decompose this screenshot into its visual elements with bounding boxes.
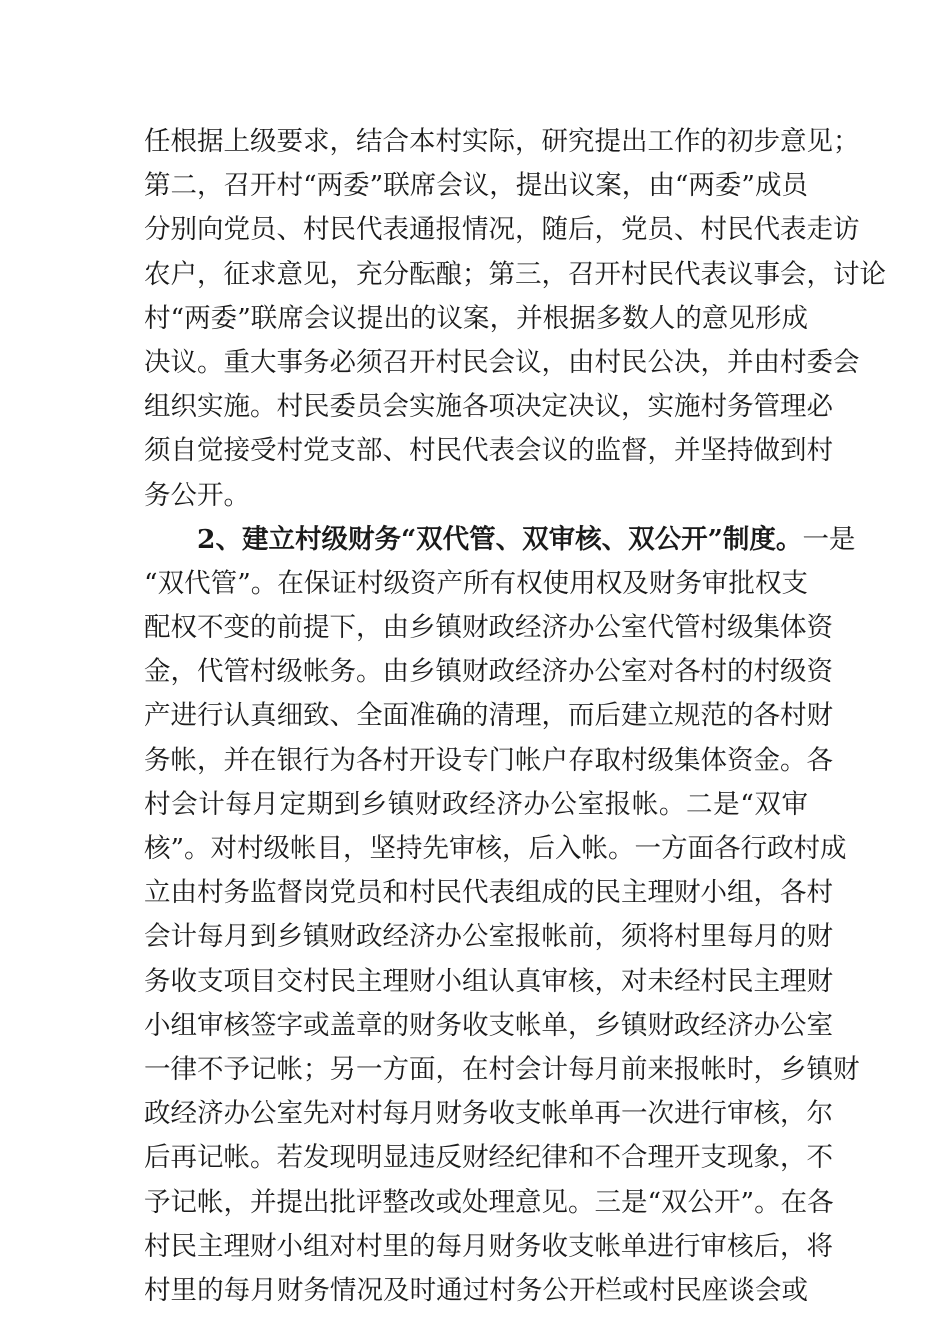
text-line: 须自觉接受村党支部、村民代表会议的监督，并坚持做到村 bbox=[144, 435, 833, 467]
text-line: 农户，征求意见，充分酝酿；第三，召开村民代表议事会，讨论 bbox=[144, 258, 886, 290]
heading-line-rest: 一是 bbox=[802, 523, 856, 555]
text-line: 决议。重大事务必须召开村民会议，由村民公决，并由村委会 bbox=[144, 346, 860, 378]
body-text bbox=[144, 120, 886, 1313]
text-line: 任根据上级要求，结合本村实际，研究提出工作的初步意见； bbox=[144, 126, 860, 157]
section-heading-line bbox=[144, 518, 856, 562]
text-line: 村会计每月定期到乡镇财政经济办公室报帐。二是“双审 bbox=[144, 788, 808, 820]
text-line: 配权不变的前提下，由乡镇财政经济办公室代管村级集体资 bbox=[144, 612, 833, 644]
text-line: 务帐，并在银行为各村开设专门帐户存取村级集体资金。各 bbox=[144, 744, 833, 776]
text-line: 政经济办公室先对村每月财务收支帐单再一次进行审核，尔 bbox=[144, 1098, 833, 1130]
text-line: 予记帐，并提出批评整改或处理意见。三是“双公开”。在各 bbox=[144, 1186, 834, 1218]
text-line: 产进行认真细致、全面准确的清理，而后建立规范的各村财 bbox=[144, 700, 833, 732]
text-line: 村里的每月财务情况及时通过村务公开栏或村民座谈会或 bbox=[144, 1274, 808, 1306]
text-line: 村民主理财小组对村里的每月财务收支帐单进行审核后，将 bbox=[144, 1230, 833, 1262]
text-line: 立由村务监督岗党员和村民代表组成的民主理财小组，各村 bbox=[144, 877, 833, 909]
text-line: 核”。对村级帐目，坚持先审核，后入帐。一方面各行政村成 bbox=[144, 833, 847, 864]
text-line: 分别向党员、村民代表通报情况，随后，党员、村民代表走访 bbox=[144, 214, 860, 246]
text-line: 会计每月到乡镇财政经济办公室报帐前，须将村里每月的财 bbox=[144, 921, 833, 953]
text-line: “双代管”。在保证村级资产所有权使用权及财务审批权支 bbox=[144, 567, 808, 599]
text-line: 第二，召开村“两委”联席会议，提出议案，由“两委”成员 bbox=[144, 170, 808, 202]
text-line: 务公开。 bbox=[144, 479, 250, 511]
text-line: 务收支项目交村民主理财小组认真审核，对未经村民主理财 bbox=[144, 965, 833, 997]
text-line: 小组审核签字或盖章的财务收支帐单，乡镇财政经济办公室 bbox=[144, 1009, 833, 1041]
section-heading: 2、建立村级财务“双代管、双审核、双公开”制度。 bbox=[197, 523, 803, 555]
text-line: 一律不予记帐；另一方面，在村会计每月前来报帐时，乡镇财 bbox=[144, 1053, 860, 1085]
text-line: 金，代管村级帐务。由乡镇财政经济办公室对各村的村级资 bbox=[144, 656, 833, 688]
text-line: 村“两委”联席会议提出的议案，并根据多数人的意见形成 bbox=[144, 302, 808, 334]
text-line: 后再记帐。若发现明显违反财经纪律和不合理开支现象，不 bbox=[144, 1142, 833, 1174]
text-line: 组织实施。村民委员会实施各项决定决议，实施村务管理必 bbox=[144, 391, 833, 423]
